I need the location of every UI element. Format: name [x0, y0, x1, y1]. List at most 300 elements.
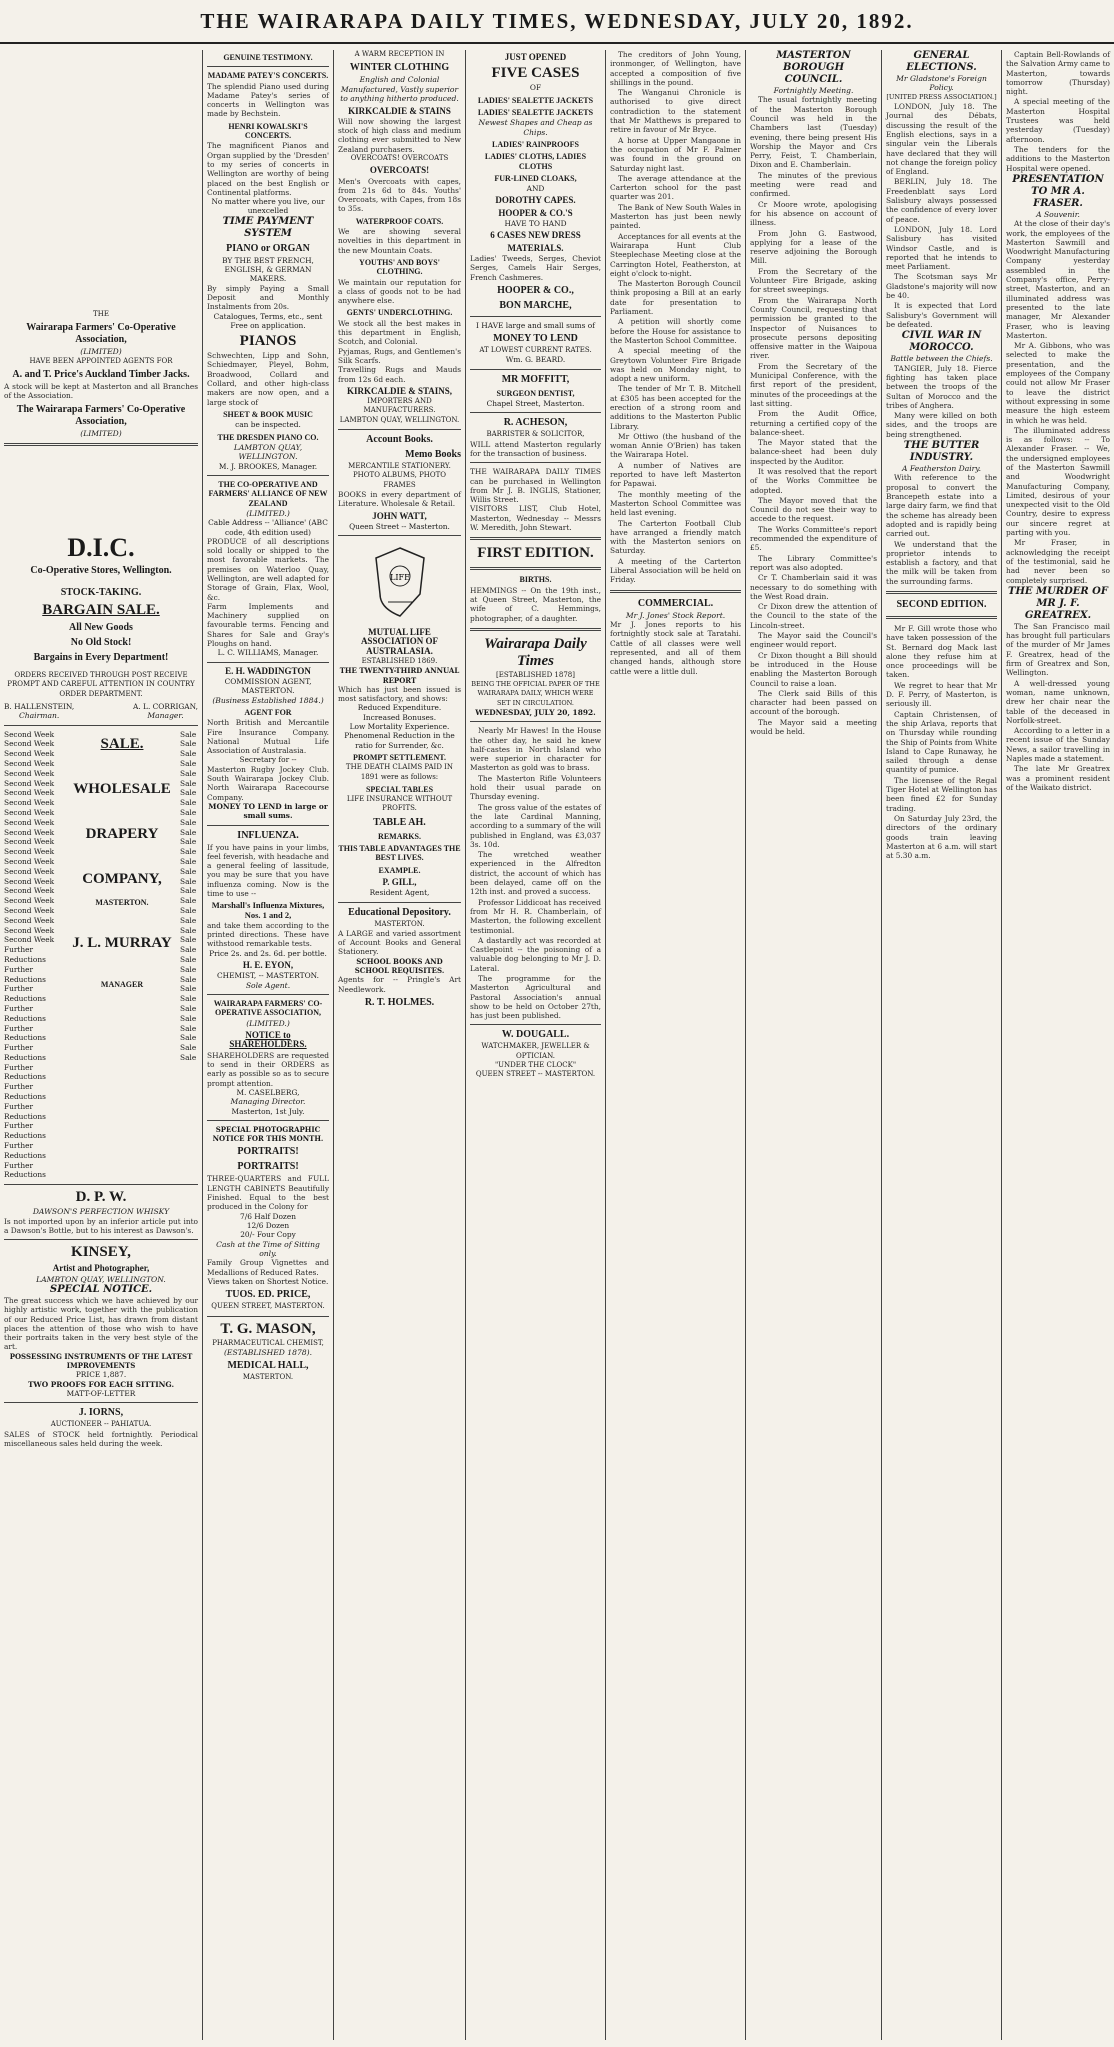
sale-row: Second Week [4, 817, 55, 827]
column-7 [882, 50, 1001, 2040]
paragraph: Cr Dixon thought a Bill should be introduced in the House enabling the Masterton Borough Council to raise a loan. [750, 650, 877, 688]
dpw-title: D. P. W. [75, 1189, 127, 1206]
paragraph: Captain Christensen, of the ship Arlava, reports that on Thursday while rounding the Ship of Points from White Island to Cape Runaway, he sailed through a dense quantity of pumice. [886, 709, 997, 775]
fur-lined: FUR-LINED CLOAKS, [494, 173, 577, 183]
hallenstein-role: Chairman. [18, 711, 60, 721]
sale-right: Sale [180, 964, 197, 974]
sale-row: Second Week [4, 866, 55, 876]
paragraph: With reference to the proposal to convert the Brancepeth estate into a large dairy farm, we find that the scheme has already been adopted and is rapidly being carried out. [886, 473, 997, 539]
paragraph: The Masterton Rifle Volunteers hold their usual parade on Thursday evening. [470, 773, 601, 802]
memo-books: Memo Books [405, 449, 461, 461]
special-notice: SPECIAL NOTICE. [49, 1283, 153, 1295]
sale-row: Second Week [4, 729, 55, 739]
sale-right: Sale [180, 798, 197, 808]
youths-title: YOUTHS' AND BOYS' CLOTHING. [359, 257, 440, 277]
men-overcoats: Men's Overcoats with capes, from 21s 6d to 84s. Youths' Overcoats, with Capes, from 18s to 35s. [338, 176, 461, 214]
paragraph: A well-dressed young woman, name unknown, drew her chair near the table of the deceased in Norfolk-street. [1006, 678, 1110, 725]
sale-row: Further Reductions [4, 964, 46, 984]
marshalls-title: Marshall's Influenza Mixtures, Nos. 1 and 2, [211, 900, 325, 920]
price-3: 20/- Four Copy [240, 1230, 296, 1240]
united-press: [UNITED PRESS ASSOCIATION.] [886, 92, 997, 101]
educational-title: Educational Depository. [348, 906, 451, 918]
money-to-lend: MONEY TO LEND [493, 333, 578, 345]
sale-right: Sale [180, 758, 197, 768]
money-lend: MONEY TO LEND in large or small sums. [208, 801, 328, 821]
waddington-name: E. H. WADDINGTON [225, 665, 311, 676]
piano-organ: PIANO or ORGAN [226, 242, 310, 254]
increased: Increased Bonuses. [362, 712, 437, 722]
sole-agent: Sole Agent. [245, 980, 291, 990]
by-the: BY THE BEST FRENCH, ENGLISH, & GERMAN MAKERS. [222, 255, 314, 284]
notice-text: SHAREHOLDERS are requested to send in their ORDERS as early as possible so as to secure prompt attention. [207, 1050, 329, 1088]
table-ah: TABLE AH. [373, 816, 426, 828]
henri-text: The magnificent Pianos and Organ supplied by the 'Dresden' to my series of concerts in Wellington are worthy of being placed on the best English or Continental platforms. [207, 141, 329, 197]
family-note: Family Group Vignettes and Medallions of Reduced Rates. [207, 1258, 329, 1277]
paragraph: The Carterton Football Club have arranged a friendly match with the Masterton seniors on Saturday. [610, 518, 741, 556]
sale-row: Second Week [4, 798, 55, 808]
henri-title: HENRI KOWALSKI'S CONCERTS. [228, 121, 308, 141]
paragraph: From John G. Eastwood, applying for a lease of the reserve adjoining the Borough Mill. [750, 228, 877, 266]
murray-name: J. L. MURRAY [72, 934, 172, 951]
overcoats-title: OVERCOATS! [369, 165, 430, 176]
wfca-title: WAIRARAPA FARMERS' CO-OPERATIVE ASSOCIATION, [213, 999, 323, 1018]
bon-marche: BON MARCHE, [499, 299, 572, 311]
gill-name: P. GILL, [382, 876, 417, 887]
dougall-name: W. DOUGALL. [501, 1029, 570, 1041]
paragraph: The Works Committee's report recommended the expenditure of £5. [750, 524, 877, 553]
this-table: THIS TABLE ADVANTAGES THE BEST LIVES. [338, 844, 461, 863]
sale-right: Sale [180, 837, 197, 847]
elections-sub: Mr Gladstone's Foreign Policy. [896, 74, 987, 93]
hooper-s: HOOPER & CO.'S [498, 207, 573, 218]
dic-subtitle: Co-Operative Stores, Wellington. [30, 565, 172, 576]
sale-right: Sale [180, 994, 197, 1004]
beard-name: Wm. G. BEARD. [505, 355, 566, 365]
jones-text: Mr J. Jones reports to his fortnightly stock sale at Taratahi. Cattle of all classes were well represented, and all of them changed hands, although store cattle were a little dull. [610, 620, 741, 676]
paragraph: Mr F. Gill wrote those who have taken possession of the St. Bernard dog Mack last alone they refuse him at once proceedings will be taken. [886, 623, 997, 680]
bargain-sale-title: BARGAIN SALE. [42, 602, 160, 618]
books-text: BOOKS in every department of Literature. Wholesale & Retail. [338, 489, 461, 509]
dorothy: DOROTHY CAPES. [495, 195, 576, 206]
tuos-name: TUOS. ED. PRICE, [225, 1289, 311, 1301]
paragraph: The San Francisco mail has brought full particulars of the murder of Mr James F. Greatrex, head of the firm of Greatrex and Son, Wellington. [1006, 621, 1110, 678]
jones-report: Mr J. Jones' Stock Report. [625, 610, 726, 620]
sale-row: Second Week [4, 778, 55, 788]
pyjamas: Pyjamas, Rugs, and Gentlemen's Silk Scarfs. [338, 346, 461, 365]
paragraph: Cr Dixon drew the attention of the Council to the state of the Lincoln-street. [750, 602, 877, 630]
edu-masterton: MASTERTON. [374, 919, 425, 928]
caselberg-role: Managing Director. [230, 1097, 306, 1107]
paragraph: LONDON, July 18. Lord Salisbury has visited Windsor Castle, and is reported that he intends to meet Parliament. [886, 224, 997, 272]
sale-right: Sale [180, 817, 197, 827]
life-insurance: LIFE INSURANCE WITHOUT PROFITS. [346, 795, 453, 813]
newest: Newest Shapes and Cheap as Chips. [478, 118, 593, 137]
paragraph: The Mayor moved that the Council do not see their way to accede to the request. [750, 495, 877, 524]
paragraph: Professor Liddicoat has received from Mr H. R. Chamberlain, of Masterton, the following excellent testimonial. [470, 897, 601, 935]
paragraph: It is expected that Lord Salisbury's Government will be defeated. [886, 301, 997, 329]
dresden-addr: LAMBTON QUAY, WELLINGTON. [233, 442, 303, 462]
kinsey-addr: LAMBTON QUAY, WELLINGTON. [36, 1274, 166, 1284]
crest-icon [370, 544, 430, 620]
times-proprietors: BEING THE OFFICIAL PAPER OF THE WAIRARAPA DAILY, WHICH WERE SET IN CIRCULATION. [471, 680, 600, 707]
sale-right: Sale [180, 1043, 197, 1053]
sale-row: Further Reductions [4, 1101, 46, 1121]
paragraph: The Mayor said a meeting would be held. [750, 717, 877, 736]
paragraph: Cr T. Chamberlain said it was necessary to do something with the West Road drain. [750, 573, 877, 601]
col8-body2 [1006, 219, 1110, 585]
notice-shareholders: NOTICE to SHAREHOLDERS. [229, 1030, 307, 1050]
mason-pharma: PHARMACEUTICAL CHEMIST, [212, 1338, 324, 1347]
dresden-name: THE DRESDEN PIANO CO. [217, 432, 319, 442]
paragraph: We regret to hear that Mr D. F. Perry, of Masterton, is seriously ill. [886, 680, 997, 709]
limited-label: (LIMITED) [80, 347, 122, 357]
column-3 [334, 50, 465, 2040]
holmes-name: R. T. HOLMES. [364, 996, 435, 1008]
mason-masterton: MASTERTON. [242, 1373, 294, 1382]
price-1: 7/6 Half Dozen [240, 1211, 296, 1221]
account-books: Account Books. [366, 434, 433, 446]
winter-clothing: WINTER CLOTHING [349, 62, 450, 74]
mason-name: T. G. MASON, [220, 1320, 316, 1337]
appointed-line: HAVE BEEN APPOINTED AGENTS FOR [29, 356, 173, 365]
sale-right: Sale [180, 1003, 197, 1013]
col5-body [610, 50, 741, 585]
kirk2-title: KIRKCALDIE & STAINS, [346, 385, 453, 396]
williams-name: L. C. WILLIAMS, Manager. [217, 648, 319, 658]
dic-title: D.I.C. [67, 533, 135, 562]
waddington-masterton: MASTERTON. [241, 686, 295, 696]
sale-right: Sale [180, 1013, 197, 1023]
school-books: SCHOOL BOOKS AND SCHOOL REQUISITES. [354, 956, 445, 975]
paragraph: The average attendance at the Carterton school for the past quarter was 201. [610, 173, 741, 202]
sale-row: Further Reductions [4, 1003, 46, 1023]
sale-right: Sale [180, 905, 197, 915]
morocco-hdr: CIVIL WAR IN MOROCCO. [901, 330, 982, 354]
kirk-title: KIRKCALDIE & STAINS [348, 105, 451, 116]
morocco-sub: Battle between the Chiefs. [890, 354, 993, 364]
council-hdr: MASTERTON BOROUGH [776, 50, 851, 73]
births-title: BIRTHS. [519, 575, 552, 585]
sale-row: Further Reductions [4, 1141, 46, 1160]
company-title: COMPANY, [82, 870, 162, 887]
sale-row: Second Week [4, 876, 55, 886]
hooper-co: HOOPER & CO., [497, 284, 574, 296]
kirk2-sub: IMPORTERS AND MANUFACTURERS. [363, 397, 436, 415]
just-opened: JUST OPENED [504, 52, 567, 62]
twenty-third: THE TWENTY-THIRD ANNUAL REPORT [339, 666, 460, 685]
warm-reception: A WARM RECEPTION IN [354, 50, 445, 58]
sale-right: Sale [180, 1052, 197, 1062]
presentation-sub: A Souvenir. [1036, 209, 1080, 219]
price-line-2: Price 2s. and 2s. 6d. per bottle. [209, 948, 327, 958]
sale-right: Sale [180, 886, 197, 896]
wfca-limited: (LIMITED.) [246, 1018, 290, 1028]
pianos-list: Schwechten, Lipp and Sohn, Schiedmayer, Pleyel, Bohm, Broadwood, Collard and Collard, and other high-class makers are now open, and a large stock of [207, 351, 329, 407]
paragraph: A horse at Upper Mangaone in the occupation of Mr F. Palmer was found in the ground on Saturday night last. [610, 135, 741, 173]
catalogues: Catalogues, Terms, etc., sent Free on application. [213, 311, 323, 330]
edu-text: A LARGE and varied assortment of Account Books and General Stationery. [338, 928, 461, 957]
genuine-title: GENUINE TESTIMONY. [223, 53, 313, 62]
sale-row: Second Week [4, 768, 55, 778]
paragraph: The Clerk said Bills of this character had been passed on account of the borough. [750, 688, 877, 717]
tuos-addr: QUEEN STREET, MASTERTON. [211, 1302, 325, 1311]
paragraph: From the Secretary of the Volunteer Fire Brigade, asking for street sweepings. [750, 266, 877, 295]
twenty-text: Which has just been issued is most satisfactory, and shows: [338, 684, 461, 704]
reduced: Reduced Expenditure. [357, 703, 442, 713]
iorns-auctioneer: AUCTIONEER -- PAHIATUA. [50, 1420, 152, 1429]
drapery-title: DRAPERY [85, 825, 159, 842]
sheet-music: SHEET & BOOK MUSIC [223, 409, 313, 419]
birth-text: HEMMINGS -- On the 19th inst., at Queen Street, Masterton, the wife of C. Hemmings, photographer, of a daughter. [470, 585, 601, 623]
kinsey-title: KINSEY, [71, 1244, 131, 1261]
presentation-hdr: PRESENTATION TO MR A. FRASER. [1012, 173, 1104, 209]
sale-row: Second Week [4, 915, 55, 925]
paragraph: Many were killed on both sides, and the troops are being strengthened. [886, 411, 997, 439]
sale-row: Further Reductions [4, 1023, 46, 1043]
influenza-text: If you have pains in your limbs, feel feverish, with headache and a general feeling of lassitude, you may be sure that you have influenza coming. Now is the time to use -- [207, 842, 329, 898]
materials: MATERIALS. [507, 242, 564, 253]
limited-label-2: (LIMITED) [80, 428, 122, 438]
sale-rows-list [4, 730, 64, 1181]
sale-row: Second Week [4, 749, 55, 759]
col8-body3 [1006, 622, 1110, 792]
paragraph: The Library Committee's report was also adopted. [750, 553, 877, 572]
remarks: REMARKS. [378, 831, 421, 841]
coats-list: Ladies' Tweeds, Serges, Cheviot Serges, Camels Hair Serges, French Cashmeres. [470, 253, 601, 282]
youths-text: We maintain our reputation for a class of goods not to be had anywhere else. [338, 277, 461, 306]
paragraph: A meeting of the Carterton Liberal Association will be held on Friday. [610, 556, 741, 585]
sale-right: Sale [180, 739, 197, 749]
times-est: [ESTABLISHED 1878] [496, 670, 575, 679]
new-goods: All New Goods [69, 622, 133, 633]
money-lend-line: I HAVE large and small sums of [476, 320, 595, 330]
edu-agents: Agents for -- Pringle's Art Needlework. [338, 975, 461, 994]
by-simply: By simply Paying a Small Deposit and Monthly Instalments from 20s. [207, 283, 329, 312]
sale-row: Second Week [4, 896, 55, 906]
sale-right: Sale [180, 768, 197, 778]
marshalls-text: and take them according to the printed directions. These have withstood remarkable tests. [207, 920, 329, 949]
paragraph: We understand that the proprietor intends to establish a factory, and that the milk will be taken from the surrounding farms. [886, 539, 997, 586]
kirk-text: Will now showing the largest stock of high class and medium clothing ever submitted to New Zealand purchasers. [338, 116, 461, 154]
iorns-text: SALES of STOCK held fortnightly. Periodical miscellaneous sales held during the week. [4, 1429, 198, 1448]
paragraph: A dastardly act was recorded at Castlepoint -- the poisoning of a valuable dog belonging to Mr J. D. Lateral. [470, 935, 601, 973]
eyon-name: H. E. EYON, [242, 960, 294, 971]
butter-sub: A Featherston Dairy. [901, 464, 982, 474]
paragraph: Cr Moore wrote, apologising for his absence on account of illness. [750, 199, 877, 228]
new-dress: 6 CASES NEW DRESS [490, 230, 581, 241]
special-photo: SPECIAL PHOTOGRAPHIC NOTICE FOR THIS MONTH. [212, 1124, 324, 1144]
column-6 [746, 50, 881, 2040]
sale-row: Further Reductions [4, 984, 46, 1004]
iorns-title: J. IORNS, [78, 1407, 124, 1419]
col7-body2 [886, 364, 997, 439]
dougall-addr: QUEEN STREET -- MASTERTON. [475, 1070, 596, 1079]
sale-row: Further Reductions [4, 945, 46, 964]
sale-row: Further Reductions [4, 1082, 46, 1102]
paragraph: A number of Natives are reported to have left Masterton for Papawai. [610, 460, 741, 489]
sec-list: Masterton Rugby Jockey Club. South Wairarapa Jockey Club. North Wairarapa Racecourse Company. [207, 764, 329, 802]
paragraph: The licensee of the Regal Tiger Hotel at Wellington has been fined £2 for Sunday trading. [886, 775, 997, 813]
agent-list: North British and Mercantile Fire Insurance Company. National Mutual Life Association of Australasia. [207, 718, 329, 756]
kirk2-addr: LAMBTON QUAY, WELLINGTON. [339, 415, 460, 424]
paragraph: It was resolved that the report of the Works Committee be adopted. [750, 466, 877, 495]
waterproof-title: WATERPROOF COATS. [355, 216, 444, 226]
watt-name: JOHN WATT, [372, 510, 427, 521]
paragraph: LONDON, July 18. The Journal des Débats, discussing the result of the English elections, says in a singular vein the Liberals have declared that they will not change the foreign policy of England. [886, 102, 997, 177]
farm-implements: Farm Implements and Machinery supplied on favourable terms. Fencing and Shares for Sale and Gray's Ploughs on hand. [207, 601, 329, 649]
sale-row: Second Week [4, 807, 55, 817]
paragraph: The Masterton Borough Council think proposing a Bill at an early date for presentation to Parliament. [610, 279, 741, 317]
sale-row: Second Week [4, 788, 55, 798]
masterton-label: MASTERTON. [95, 897, 149, 907]
masthead [0, 0, 1114, 44]
sale-row: Second Week [4, 886, 55, 896]
sale-right: Sale [180, 827, 197, 837]
possessing: POSSESSING INSTRUMENTS OF THE LATEST IMPROVEMENTS [9, 1351, 193, 1371]
paragraph: From the Audit Office, returning a certified copy of the balance-sheet. [750, 409, 877, 437]
dpw-sub: DAWSON'S PERFECTION WHISKY [32, 1207, 170, 1217]
visitors: VISITORS LIST, Club Hotel, Masterton, Wednesday -- Messrs W. Meredith, John Stewart. [470, 504, 601, 533]
svg-text:LIFE: LIFE [389, 573, 410, 583]
paragraph: Mr A. Gibbons, who was selected to make the presentation, and the employees of the Company could not allow Mr Fraser to leave the district without expressing in some measure the high esteem in which he was held. [1006, 341, 1110, 425]
elections-hdr: GENERAL ELECTIONS. [906, 50, 977, 73]
co-op-limited: (LIMITED.) [246, 508, 290, 518]
can-be: can be inspected. [235, 420, 301, 430]
timber-jacks-title: A. and T. Price's Auckland Timber Jacks. [12, 369, 190, 380]
corrigan-role: Manager. [147, 711, 184, 721]
phenomenal: Phenomenal Reduction in the ratio for Surrender, &c. [344, 731, 455, 750]
first-edition: FIRST EDITION. [477, 545, 594, 562]
bargains-every: Bargains in Every Department! [33, 652, 169, 663]
gill-role: Resident Agent, [369, 888, 430, 898]
col7-body3 [886, 473, 997, 586]
paragraph: The Mayor said the Council's engineer would report. [750, 631, 877, 650]
agent-for: AGENT FOR [244, 707, 292, 717]
matt-of-letter: MATT-OF-LETTER [66, 1388, 136, 1398]
three-quarters: THREE-QUARTERS and FULL LENGTH CABINETS Beautifully Finished. Equal to the best produced in the Colony for [207, 1174, 329, 1212]
five-of: OF [529, 83, 542, 93]
stocktaking-title: STOCK-TAKING. [60, 587, 142, 598]
paragraph: The programme for the Masterton Agricultural and Pastoral Association's annual show to be held on October 27th, has just been published. [470, 974, 601, 1021]
sale-big: SALE. [100, 735, 144, 752]
two-proofs: TWO PROOFS FOR EACH SITTING. [27, 1379, 175, 1389]
low-mortality: Low Mortality Experience. [349, 722, 450, 732]
sale-right: Sale [180, 866, 197, 876]
sale-right: Sale [180, 856, 197, 866]
column-1 [0, 50, 202, 2040]
gents-title: GENTS' UNDERCLOTHING. [346, 308, 453, 318]
sale-row: Second Week [4, 827, 55, 837]
paragraph: The wretched weather experienced in the Alfredton district, the account of which has been delayed, came off on the 12th inst. and proved a success. [470, 850, 601, 897]
to-hand: HAVE TO HAND [504, 219, 567, 229]
no-matter: No matter where you live, our unexcelled [211, 197, 325, 216]
commercial-title: COMMERCIAL. [637, 597, 714, 609]
sale-row: Second Week [4, 739, 55, 749]
sale-row: Second Week [4, 935, 55, 945]
orders-note: ORDERS RECEIVED THROUGH POST RECEIVE PROMPT AND CAREFUL ATTENTION IN COUNTRY ORDER DEPARTMENT. [7, 671, 195, 698]
the-label: THE [93, 310, 109, 318]
paragraph: On Saturday July 23rd, the directors of the ordinary goods train leaving Masterton at 6 a.m. will start at 5.30 a.m. [886, 813, 997, 861]
kinsey-sub: Artist and Photographer, [52, 1263, 150, 1274]
col7-body1 [886, 102, 997, 329]
watchmaker: WATCHMAKER, JEWELLER & OPTICIAN. [481, 1042, 590, 1060]
paragraph: The minutes of the previous meeting were read and confirmed. [750, 170, 877, 199]
council-sub: Fortnightly Meeting. [773, 86, 854, 95]
sale-row: Second Week [4, 905, 55, 915]
paragraph: The late Mr Greatrex was a prominent resident of the Waikato district. [1006, 764, 1110, 792]
sale-row: Further Reductions [4, 1043, 46, 1062]
col7-body4 [886, 624, 997, 860]
mercantile: MERCANTILE STATIONERY. [348, 462, 451, 471]
winter-sub: English and Colonial Manufactured, Vastly superior to anything hitherto produced. [340, 75, 459, 104]
paragraph: BERLIN, July 18. The Freedenblatt says Lord Salisbury always possessed the confidence of every lover of peace. [886, 177, 997, 224]
mutual-crest [365, 542, 435, 622]
col8-body1 [1006, 50, 1110, 173]
sale-right: Sale [180, 935, 197, 945]
kinsey-text: The great success which we have achieved by our highly artistic work, together with the publication of our Reduced Price List, has drawn from distant places the attention of those who wish to have their portraits taken in the very best style of the art. [4, 1295, 198, 1352]
sale-right: Sale [180, 876, 197, 886]
paragraph: From the Secretary of the Municipal Conference, with the first report of the president, minutes of the proceedings at the last sitting. [750, 361, 877, 408]
sale-right: Sale [180, 1033, 197, 1043]
sale-right: Sale [180, 1023, 197, 1033]
col6-body [750, 95, 877, 736]
farmers-title: Wairarapa Farmers' Co-Operative Association, [26, 322, 176, 346]
ladies-cloths: LADIES' CLOTHS, LADIES CLOTHS [484, 152, 587, 171]
sale-right: Sale [180, 984, 197, 994]
sale-row: Second Week [4, 856, 55, 866]
sale-right: Sale [180, 945, 197, 955]
manager-label: MANAGER [100, 979, 144, 989]
caselberg-name: M. CASELBERG, [236, 1087, 300, 1097]
sale-right: Sale [180, 915, 197, 925]
paragraph: The usual fortnightly meeting of the Masterton Borough Council was held in the Chambers last (Tuesday) evening, there being present His Worship the Mayor and Crs Perry, Feist, T. Chamberlain, Dixon and E. Chamberlain. [750, 95, 877, 170]
waterproof-text: We are showing several novelties in this department in the new Mountain Coats. [338, 227, 461, 255]
example: EXAMPLE. [378, 865, 421, 875]
sale-right: Sale [180, 749, 197, 759]
paragraph: Mr Fraser, in acknowledging the receipt of the testimonial, said he had never been so completely surprised. [1006, 538, 1110, 585]
paragraph: At the close of their day's work, the employees of the Masterton Sawmill and Woodwright Manufacturing Company yesterday assembled in the Company's office, Perry-street, Masterton, and an illuminated address was presented to the late manager, Mr Alexander Fraser, who is leaving Masterton. [1006, 219, 1110, 340]
corrigan-name: A. L. CORRIGAN, [133, 701, 198, 711]
times-logo: Wairarapa Daily Times [484, 635, 587, 669]
madame-text: The splendid Piano used during Madame Patey's series of concerts in Wellington was made by Bechstein. [207, 81, 329, 119]
paragraph: A special meeting of the Greytown Volunteer Fire Brigade was held on Monday night, to adopt a new uniform. [610, 346, 741, 384]
ladies-jackets-2: LADIES' SEALETTE JACKETS [477, 107, 594, 117]
portraits-1: PORTRAITS! [237, 1146, 299, 1158]
chapel-st: Chapel Street, Masterton. [486, 399, 585, 409]
acheson-text: WILL attend Masterton regularly for the transaction of business. [470, 439, 601, 458]
paragraph: Mr Ottiwo (the husband of the woman Annie O'Brien) has taken the Wairarapa Hotel. [610, 431, 741, 460]
mutual-est: ESTABLISHED 1869. [361, 656, 438, 665]
secretary: Secretary for -- [239, 755, 297, 765]
paragraph: The illuminated address is as follows: -- To Alexander Fraser. -- We, the undersigned employees of the Masterton Sawmill and Woodwright Manufacturing Company, Limited, desirous of your unexpected visit to the Old Country, desire to express our sincere regret at parting with you. [1006, 425, 1110, 538]
sale-row: Further Reductions [4, 1121, 46, 1141]
sale-right: Sale [180, 729, 197, 739]
surgeon-dentist: SURGEON DENTIST, [496, 388, 575, 398]
paragraph: From the Wairarapa North County Council, requesting that permission be granted to the Inspector of Nuisances to prosecute persons depositing offensive matter in the Waipoua river. [750, 295, 877, 361]
paragraph: The tender of Mr T. B. Mitchell at £305 has been accepted for the erection of a strong room and additions to the Masterton Public Library. [610, 384, 741, 431]
sale-right: Sale [180, 896, 197, 906]
barrister: BARRISTER & SOLICITOR, [486, 430, 585, 439]
prompt-settlement: PROMPT SETTLEMENT. [352, 752, 447, 762]
hallenstein-name: B. HALLENSTEIN, [4, 701, 75, 711]
dpw-text: Is not imported upon by an inferior article put into a Dawson's Bottle, but to his interest as Dawson's. [4, 1216, 198, 1235]
sale-right: Sale [180, 807, 197, 817]
paragraph: Captain Bell-Rowlands of the Salvation Army came to Masterton, towards tomorrow (Thursday) night. [1006, 50, 1110, 97]
portraits-2: PORTRAITS! [237, 1161, 299, 1173]
sale-row: Second Week [4, 925, 55, 935]
ladies-jackets: LADIES' SEALETTE JACKETS [477, 95, 594, 105]
sale-row: Second Week [4, 758, 55, 768]
